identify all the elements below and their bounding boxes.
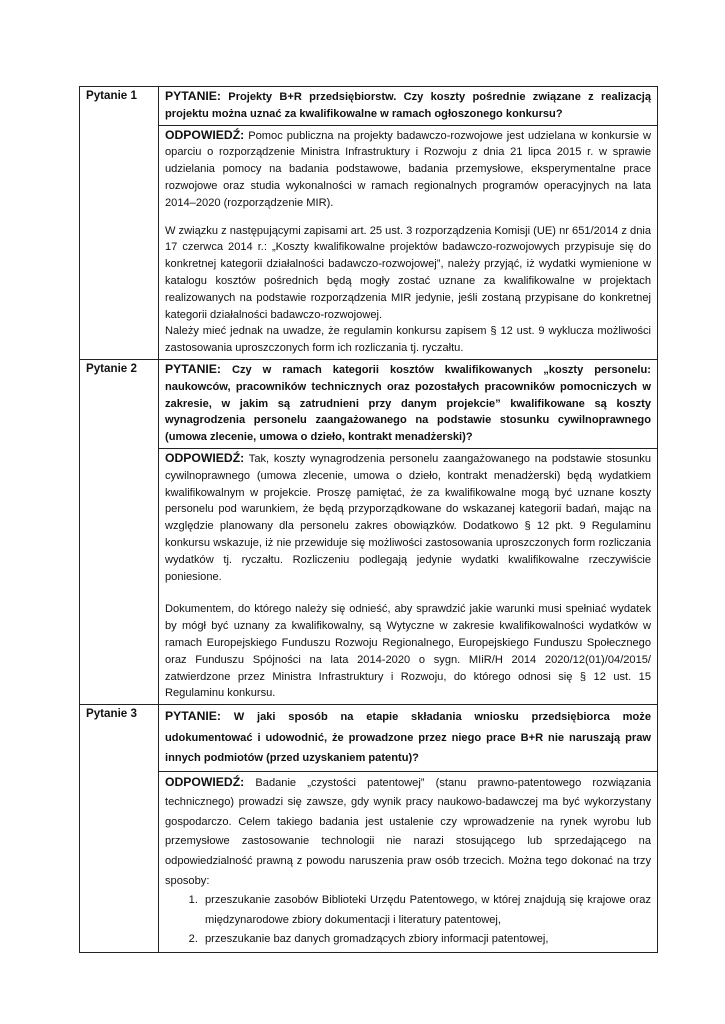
question-cell (159, 359, 658, 448)
answer-paragraph: Dokumentem, do którego należy się odnieść, aby sprawdzić jakie warunki musi spełniać wydatek by mógł być uznany za kwalifikowalny, są Wytyczne w zakresie kwalifikowalności wydatków w ramach Europejskiego Funduszu Rozwoju Regionalnego, Europejskiego Funduszu Społecznego oraz Funduszu Spójności na lata 2014-2020 o sygn. MIiR/H 2014 2020/12(01)/04/2015/ zatwierdzone przez Ministra Infrastruktury i Rozwoju, do którego odnosi się § 12 ust. 15 Regulaminu konkursu. (165, 603, 651, 700)
table-row (80, 125, 658, 359)
question-lead: PYTANIE: (165, 361, 221, 376)
answer-text: Pomoc publiczna na projekty badawczo-rozwojowe jest udzielana w konkursie w oparciu o rozporządzenie Ministra Infrastruktury i Rozwoju z dnia 21 lipca 2015 r. w sprawie udzielania pomocy na badania podstawowe, badania przemysłowe, eksperymentalne prace rozwojowe oraz studia wykonalności w ramach regionalnych programów operacyjnych na lata 2014–2020 (rozporządzenie MIR). (165, 129, 651, 209)
answer-text: Badanie „czystości patentowej” (stanu prawno-patentowego rozwiązania technicznego) prowadzi się zawsze, gdy wynik pracy naukowo-badawczej ma być wykorzystany gospodarczo. Celem takiego badania jest ustalenie czy wprowadzenie na rynek wyrobu lub przemysłowe zastosowanie technologii nie narazi stosującego lub sprzedającego na odpowiedzialność prawną z powodu naruszenia praw osób trzecich. Można tego dokonać na trzy sposoby: (165, 776, 651, 887)
answer-paragraph (165, 773, 651, 892)
list-item: 1. przeszukanie zasobów Biblioteki Urzędu Patentowego, w której znajdują się krajowe oraz międzynarodowe zbiory dokumentacji i literatury patentowej, (201, 891, 651, 930)
question-text: Projekty B+R przedsiębiorstw. Czy koszty pośrednie związane z realizacją projektu można uznać za kwalifikowalne w ramach ogłoszonego konkursu? (165, 91, 651, 120)
answer-text: Tak, koszty wynagrodzenia personelu zaangażowanego na podstawie stosunku cywilnoprawnego (umowa zlecenie, umowa o dzieło, kontrakt menadżerski) będą wydatkiem kwalifikowalnym w projekcie. Proszę pamiętać, że za kwalifikowalne mogą być uznane koszty personelu pod warunkiem, że będą przyporządkowane do wskazanej kategorii badań, mając na względzie planowany dla personelu zakres obowiązków. Dodatkowo § 12 pkt. 9 Regulaminu konkursu wskazuje, iż nie przewiduje się możliwości zastosowania uproszczonych form rozliczania wydatków tj. ryczałtu. Rozliczeniu podlegają jedynie wydatki kwalifikowalne rzeczywiście poniesione. (165, 452, 651, 583)
answer-lead: ODPOWIEDŹ: (165, 450, 245, 465)
question-number-cell (80, 705, 159, 953)
question-text: Czy w ramach kategorii kosztów kwalifikowanych „koszty personelu: naukowców, pracowników technicznych oraz pozostałych pracowników pomocniczych w zakresie, w jakim są zatrudnieni przy danym projekcie” kwalifikowane są koszty wynagrodzenia personelu zaangażowanego na podstawie stosunku cywilnoprawnego (umowa zlecenie, umowa o dzieło, kontrakt menadżerski)? (165, 363, 651, 444)
question-cell (159, 705, 658, 772)
table-row (80, 448, 658, 704)
answer-lead: ODPOWIEDŹ: (165, 127, 245, 142)
question-number: Pytanie 1 (86, 89, 137, 102)
table-row (80, 87, 658, 126)
answer-paragraph: W związku z następującymi zapisami art. 25 ust. 3 rozporządzenia Komisji (UE) nr 651/2014 z dnia 17 czerwca 2014 r.: „Koszty kwalifikowalne projektów badawczo-rozwojowych przypisuje się do konkretnej kategorii działalności badawczo-rozwojowej”, należy przyjąć, iż wydatki wymienione w katalogu kosztów pośrednich będą mogły zostać uznane za kwalifikowalne w projektach realizowanych na podstawie rozporządzenia MIR jedynie, jeśli zostaną przypisane do konkretnej kategorii działalności badawczo-rozwojowej. (165, 224, 651, 321)
table-row (80, 705, 658, 772)
answer-list (165, 891, 651, 950)
question-number-cell (80, 87, 159, 360)
table-row (80, 359, 658, 448)
question-number-cell (80, 359, 159, 704)
qa-table (79, 86, 658, 953)
answer-cell (159, 771, 658, 952)
answer-cell (159, 448, 658, 704)
list-item: 2. przeszukanie baz danych gromadzących zbiory informacji patentowej, (201, 930, 651, 950)
question-cell (159, 87, 658, 126)
answer-paragraph: Należy mieć jednak na uwadze, że regulamin konkursu zapisem § 12 ust. 9 wyklucza możliwości zastosowania uproszczonych form ich rozliczania tj. ryczałtu. (165, 325, 651, 355)
answer-paragraph (165, 127, 651, 212)
question-lead: PYTANIE: (165, 89, 221, 103)
table-row (80, 771, 658, 952)
question-text: W jaki sposób na etapie składania wniosku przedsiębiorca może udokumentować i udowodnić, że prowadzone przez niego prace B+R nie naruszają praw innych podmiotów (przed uzyskaniem patentu)? (165, 711, 651, 765)
answer-lead: ODPOWIEDŹ: (165, 774, 245, 789)
question-number: Pytanie 3 (86, 707, 137, 721)
question-lead: PYTANIE: (165, 709, 221, 724)
answer-cell (159, 125, 658, 359)
answer-paragraph (165, 450, 651, 585)
question-number: Pytanie 2 (86, 361, 137, 375)
